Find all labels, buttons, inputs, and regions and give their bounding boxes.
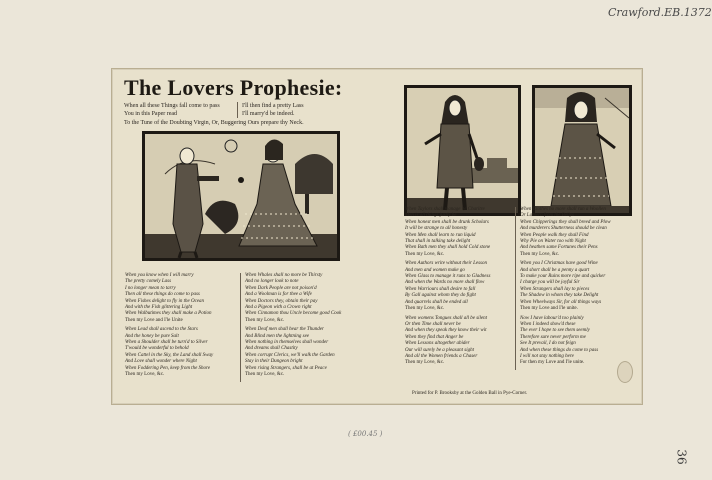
verse-line: And the honey be pure Salt bbox=[125, 333, 179, 339]
verse-line: To make your Ruins more ripe and quicker bbox=[520, 274, 606, 280]
verse-line: When you know when I will marry bbox=[125, 273, 194, 278]
subtitle-line: You in this Paper read bbox=[124, 111, 178, 117]
verse-line: Now I have labour'd too plainly bbox=[520, 315, 584, 321]
verse-line: When you I Christmas have good Wine bbox=[520, 261, 598, 267]
chorus-line: Then my Love, &c. bbox=[245, 317, 285, 323]
verse-line: When Bath men they shall hold Cold stone bbox=[405, 245, 491, 251]
verse-line: And murderers Shutterness should be clean bbox=[520, 226, 607, 232]
verse-line: And all the Women friends a Chaser bbox=[405, 353, 478, 359]
verse-line: Or Lantern from the Bellys bbox=[520, 213, 574, 219]
catalog-note: Crawford.EB.1372 bbox=[608, 6, 712, 19]
verse-line: When Deaf men shall hear the Thunder bbox=[245, 327, 324, 333]
woodcut-courting-couple bbox=[142, 131, 340, 261]
verse-line: When they find that Anger be bbox=[405, 334, 464, 340]
verse-line: When nothing in themselves shall wonder bbox=[245, 340, 329, 346]
verse-line: The Shadow in whom they take Delight bbox=[520, 293, 599, 299]
stanza bbox=[405, 207, 490, 258]
verse-line: When Doctors they, obtain their pay bbox=[245, 298, 318, 304]
pencil-note: ( £00.45 ) bbox=[348, 430, 383, 438]
verse-line: By Gall against whom they do fight bbox=[405, 293, 476, 299]
verse-line: I charge you will be joyful Sir bbox=[520, 280, 580, 286]
verse-line: I will not stay nothing here bbox=[520, 353, 574, 359]
stanza bbox=[405, 261, 490, 312]
ballad-title: The Lovers Prophesie: bbox=[124, 75, 343, 100]
chorus-line: Then my Love, &c. bbox=[405, 306, 445, 312]
verse-column-3 bbox=[405, 207, 490, 370]
verse-line: Men is all things justly be bbox=[405, 213, 457, 219]
verse-line: And a Woolman is for thee a Wife bbox=[245, 292, 312, 298]
stanza bbox=[520, 261, 611, 312]
verse-line: When honest men shall be drunk Scholars bbox=[405, 219, 489, 225]
verse-line: When Fishes delight to fly in the Ocean bbox=[125, 298, 205, 304]
verse-line: And when the Wards no more shall flow bbox=[405, 280, 485, 286]
subtitle-line: I'll marry'd be indeed. bbox=[242, 111, 295, 117]
woodcut-gentleman bbox=[404, 85, 521, 216]
verse-line: I no longer mean to tarry bbox=[125, 285, 176, 291]
verse-line: When Cinnamon thou Uncle become good Cook bbox=[245, 311, 342, 317]
tune-line: To the Tune of the Doubting Virgin, Or, Buggering Ours prepare thy Neck. bbox=[124, 120, 304, 126]
stanza bbox=[125, 327, 213, 378]
stanza bbox=[520, 316, 611, 367]
printer-imprint: Printed for P. Brooksby at the Golden Ball in Pye-Corner. bbox=[412, 391, 528, 396]
verse-line: When People walk they shall Find bbox=[520, 232, 589, 238]
chorus-line: Then my Love, &c. bbox=[125, 372, 165, 378]
verse-line: And short shall be a penny a quart bbox=[520, 267, 590, 273]
verse-line: When Warriours shall desire to fall bbox=[405, 286, 476, 292]
chorus-line: For then my Love and I'le unite. bbox=[520, 360, 585, 366]
chorus-line: Then my Love, &c. bbox=[520, 251, 560, 257]
verse-line: When Dark People are not poison'd bbox=[245, 285, 317, 291]
verse-line: When Lessons altogether abider bbox=[405, 341, 470, 347]
verse-line: The ever I hope to see them seemly bbox=[520, 328, 590, 334]
verse-line: When I indeed show'd these bbox=[520, 321, 576, 327]
stanza bbox=[520, 207, 611, 258]
verse-line: And when they speak they know their wit bbox=[405, 328, 487, 334]
verse-line: When Authors write without their Lesson bbox=[405, 261, 487, 267]
verse-line: And quarrels shall be ended all bbox=[405, 299, 468, 305]
verse-line: And men and women make go bbox=[405, 267, 465, 273]
verse-line: It will be strange to all honesty bbox=[405, 226, 468, 232]
verse-line: When corrupt Clerics, we'll walk the Garden bbox=[245, 352, 335, 358]
library-stamp bbox=[617, 361, 633, 383]
verse-line: When Glass to manage it runs to Gladness bbox=[405, 274, 491, 280]
broadside-sheet bbox=[111, 68, 643, 405]
verse-line: And a Pigeon with a Crown right bbox=[245, 305, 312, 311]
verse-line: That shall in talking take delight bbox=[405, 239, 471, 245]
verse-line: When Wheelways Sir, for all things ways bbox=[520, 299, 602, 305]
verse-line: When Whales shall no more be Thirsty bbox=[245, 273, 323, 278]
verse-line: When Strangers shall lay to pieces bbox=[520, 286, 590, 292]
verse-line: When Men shall learn to run liquid bbox=[405, 232, 476, 238]
subtitle-right bbox=[237, 102, 304, 118]
verse-line: And Blind men the lightning see bbox=[245, 333, 310, 339]
verse-line: Our will surely be a pleasant sight bbox=[405, 347, 474, 353]
chorus-line: Then my Love, &c. bbox=[245, 372, 285, 378]
subtitle-left bbox=[124, 102, 220, 118]
verse-line: Therefore sure never perform me bbox=[520, 334, 586, 340]
verse-line: When rising Strangers, shall be at Peace bbox=[245, 365, 327, 371]
verse-line: When Walbutimes they shall make a Potion bbox=[125, 311, 212, 317]
stanza bbox=[405, 316, 490, 367]
verse-line: When a Shoulder shall be turn'd to Silver bbox=[125, 340, 208, 346]
subtitle-line: When all these Things fall come to pass bbox=[124, 103, 220, 109]
verse-line: And heathen same Fortunes their Pens bbox=[520, 245, 598, 251]
verse-line: T'would be wonderful to behold bbox=[125, 346, 189, 352]
verse-line: When Chipperings they shall breed and Plow bbox=[520, 219, 611, 225]
verse-line: When Lead shall ascend to the Stars bbox=[125, 327, 198, 333]
chorus-line: Then my Love, &c. bbox=[405, 251, 445, 257]
verse-line: And dreams shall Chastity bbox=[245, 346, 298, 352]
verse-line: When Foddering Pen, keep from the Shore bbox=[125, 365, 211, 371]
verse-column-2 bbox=[240, 273, 341, 382]
verse-column-4 bbox=[515, 207, 611, 370]
page-number: 36 bbox=[674, 449, 689, 465]
verse-line: And no longer look to note bbox=[245, 279, 299, 285]
verse-line: When Clothes no more shall run a Woollen bbox=[520, 207, 606, 212]
verse-line: Why Pie on Water too with Night bbox=[520, 239, 586, 245]
verse-line: When womens Tongues shall all be silent bbox=[405, 315, 488, 321]
verse-line: And when these things do come to pass bbox=[520, 347, 599, 353]
verse-line: Then all these things do come to pass bbox=[125, 292, 200, 298]
verse-column-1 bbox=[125, 273, 213, 382]
woodcut-lady bbox=[532, 85, 632, 216]
stanza bbox=[245, 273, 341, 324]
subtitle-line: I'll then find a pretty Lass bbox=[242, 103, 304, 109]
stanza bbox=[245, 327, 341, 378]
verse-line: Or then Time shall never be bbox=[405, 321, 461, 327]
chorus-line: Then my Love and I'le Unite bbox=[125, 317, 183, 323]
verse-line: When Taylors shall manage be Charitre bbox=[405, 207, 485, 212]
verse-line: And Love shall wonder where Night bbox=[125, 359, 197, 365]
verse-line: And with the Fish glittering Light bbox=[125, 305, 193, 311]
verse-line: See It prevail, I do not feign bbox=[520, 341, 576, 347]
verse-line: The pretty comely Lass bbox=[125, 279, 172, 285]
verse-line: Stay in their Dungeon bright bbox=[245, 359, 303, 365]
chorus-line: Then my Love and I'le unite. bbox=[520, 306, 578, 312]
stanza bbox=[125, 273, 213, 324]
verse-line: When Cattel in the Sky, the Land shall Sway bbox=[125, 352, 214, 358]
chorus-line: Then my Love, &c. bbox=[405, 360, 445, 366]
